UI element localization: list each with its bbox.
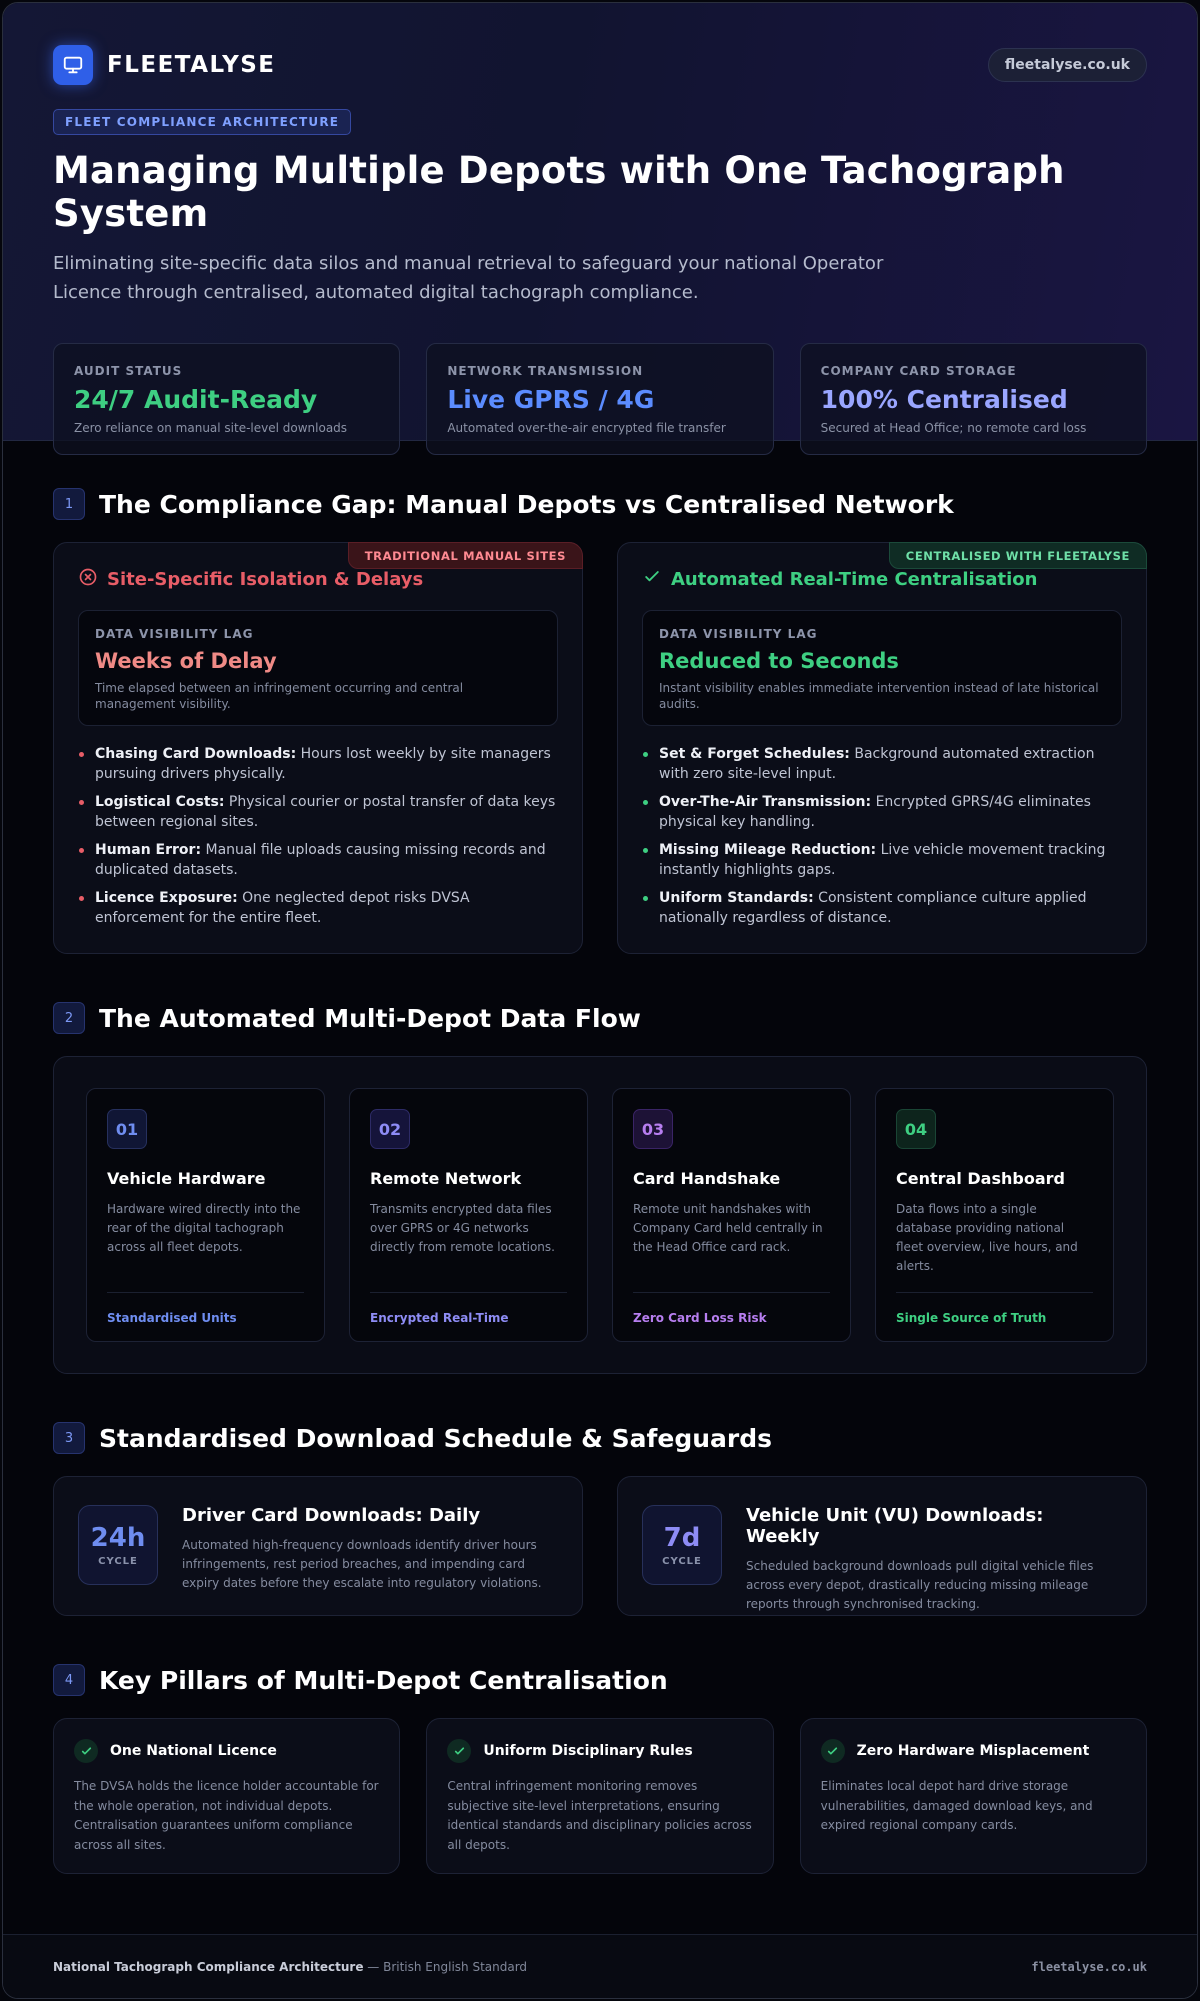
cycle-badge bbox=[642, 1505, 722, 1585]
list-item: Over-The-Air Transmission: Encrypted GPRS/4G eliminates physical key handling. bbox=[642, 792, 1122, 832]
section-number: 2 bbox=[53, 1002, 85, 1034]
flow-step-remote-network bbox=[349, 1088, 588, 1342]
lag-note: Time elapsed between an infringement occurring and central management visibility. bbox=[95, 681, 464, 711]
domain-link[interactable]: fleetalyse.co.uk bbox=[988, 48, 1147, 82]
list-item: Chasing Card Downloads: Hours lost weekly by site managers pursuing drivers physically. bbox=[78, 744, 558, 784]
step-number: 02 bbox=[370, 1109, 410, 1149]
lag-value: Weeks of Delay bbox=[95, 649, 277, 673]
manual-lag-box bbox=[78, 610, 558, 726]
cycle-badge bbox=[78, 1505, 158, 1585]
stat-label: COMPANY CARD STORAGE bbox=[820, 364, 1017, 378]
schedule-title: Vehicle Unit (VU) Downloads: Weekly bbox=[746, 1505, 1044, 1547]
footer-left bbox=[53, 1960, 527, 1974]
stat-note: Automated over-the-air encrypted file transfer bbox=[447, 421, 726, 435]
step-footer: Encrypted Real-Time bbox=[370, 1311, 509, 1325]
stat-card-network bbox=[426, 343, 773, 455]
lag-label: DATA VISIBILITY LAG bbox=[659, 627, 818, 641]
footer-title: National Tachograph Compliance Architecture bbox=[53, 1959, 364, 1974]
page-frame bbox=[2, 2, 1198, 1999]
schedule-row bbox=[53, 1476, 1147, 1616]
lag-label: DATA VISIBILITY LAG bbox=[95, 627, 254, 641]
divider bbox=[896, 1292, 1093, 1293]
manual-title: Site-Specific Isolation & Delays bbox=[107, 569, 424, 590]
flow-step-central-dashboard bbox=[875, 1088, 1114, 1342]
brand-name: FLEETALYSE bbox=[107, 52, 276, 78]
pillar-title: Zero Hardware Misplacement bbox=[856, 1743, 1090, 1759]
lag-value: Reduced to Seconds bbox=[659, 649, 899, 673]
step-number: 03 bbox=[633, 1109, 673, 1149]
central-lag-box bbox=[642, 610, 1122, 726]
stat-card-storage bbox=[800, 343, 1147, 455]
pillar-title: Uniform Disciplinary Rules bbox=[483, 1743, 693, 1759]
section-header-key-pillars bbox=[53, 1664, 1147, 1696]
step-desc: Remote unit handshakes with Company Card held centrally in the Head Office card rack. bbox=[633, 1202, 823, 1254]
step-desc: Hardware wired directly into the rear of the digital tachograph across all fleet depots. bbox=[107, 1202, 301, 1254]
check-icon bbox=[821, 1739, 845, 1763]
list-item: Set & Forget Schedules: Background automated extraction with zero site-level input. bbox=[642, 744, 1122, 784]
pillar-desc: The DVSA holds the licence holder accountable for the whole operation, not individual depots. Centralisation guarantees uniform compliance across all sites. bbox=[74, 1779, 379, 1852]
section-number: 1 bbox=[53, 488, 85, 520]
check-icon bbox=[74, 1739, 98, 1763]
hero-tag: FLEET COMPLIANCE ARCHITECTURE bbox=[53, 109, 351, 135]
monitor-icon bbox=[53, 45, 93, 85]
pillar-header bbox=[821, 1739, 1126, 1763]
schedule-text bbox=[746, 1505, 1122, 1611]
stat-value: Live GPRS / 4G bbox=[447, 385, 655, 414]
pillar-header bbox=[74, 1739, 379, 1763]
cycle-value: 24h bbox=[90, 1523, 146, 1553]
page-title: Managing Multiple Depots with One Tachograph System bbox=[53, 149, 1065, 235]
step-footer: Standardised Units bbox=[107, 1311, 237, 1325]
stat-note: Secured at Head Office; no remote card loss bbox=[820, 421, 1087, 435]
pillar-card-uniform-rules bbox=[426, 1718, 773, 1874]
x-circle-icon bbox=[78, 567, 98, 592]
hero-section bbox=[3, 3, 1197, 441]
list-item: Licence Exposure: One neglected depot risks DVSA enforcement for the entire fleet. bbox=[78, 888, 558, 928]
section-title: Standardised Download Schedule & Safeguards bbox=[99, 1423, 773, 1453]
manual-title-row bbox=[78, 567, 558, 592]
central-bullet-list bbox=[642, 744, 1122, 928]
central-title-row bbox=[642, 567, 1122, 592]
centralised-card bbox=[617, 542, 1147, 954]
section-title: The Automated Multi-Depot Data Flow bbox=[99, 1003, 641, 1033]
footer-subtitle: — British English Standard bbox=[363, 1959, 528, 1974]
list-item: Uniform Standards: Consistent compliance culture applied nationally regardless of distance. bbox=[642, 888, 1122, 928]
section-title: The Compliance Gap: Manual Depots vs Centralised Network bbox=[99, 489, 954, 519]
page-subtitle: Eliminating site-specific data silos and manual retrieval to safeguard your national Operator Licence through centralised, automated digital tachograph compliance. bbox=[53, 253, 884, 303]
step-footer: Single Source of Truth bbox=[896, 1311, 1047, 1325]
cycle-label: CYCLE bbox=[98, 1556, 138, 1567]
pillar-card-national-licence bbox=[53, 1718, 400, 1874]
manual-sites-card bbox=[53, 542, 583, 954]
list-item: Logistical Costs: Physical courier or postal transfer of data keys between regional sites. bbox=[78, 792, 558, 832]
cycle-value: 7d bbox=[663, 1523, 701, 1553]
schedule-text bbox=[182, 1505, 558, 1590]
stats-row bbox=[53, 343, 1147, 455]
footer bbox=[3, 1934, 1197, 1998]
check-icon bbox=[642, 567, 662, 592]
stat-note: Zero reliance on manual site-level downloads bbox=[74, 421, 348, 435]
step-title: Card Handshake bbox=[633, 1169, 781, 1188]
divider bbox=[370, 1292, 567, 1293]
comparison-row bbox=[53, 542, 1147, 954]
step-footer: Zero Card Loss Risk bbox=[633, 1311, 767, 1325]
manual-badge: TRADITIONAL MANUAL SITES bbox=[348, 542, 583, 569]
section-number: 4 bbox=[53, 1664, 85, 1696]
step-title: Remote Network bbox=[370, 1169, 522, 1188]
pillar-header bbox=[447, 1739, 752, 1763]
schedule-card-driver bbox=[53, 1476, 583, 1616]
manual-bullet-list bbox=[78, 744, 558, 928]
stat-value: 100% Centralised bbox=[820, 385, 1068, 414]
step-desc: Data flows into a single database providing national fleet overview, live hours, and alerts. bbox=[896, 1202, 1078, 1273]
main-content bbox=[3, 488, 1197, 1874]
central-title: Automated Real-Time Centralisation bbox=[671, 569, 1038, 590]
step-title: Vehicle Hardware bbox=[107, 1169, 266, 1188]
list-item: Human Error: Manual file uploads causing missing records and duplicated datasets. bbox=[78, 840, 558, 880]
flow-step-card-handshake bbox=[612, 1088, 851, 1342]
section-header-compliance-gap bbox=[53, 488, 1147, 520]
stat-value: 24/7 Audit-Ready bbox=[74, 385, 318, 414]
section-number: 3 bbox=[53, 1422, 85, 1454]
central-badge: CENTRALISED WITH FLEETALYSE bbox=[889, 542, 1147, 569]
step-number: 01 bbox=[107, 1109, 147, 1149]
schedule-desc: Automated high-frequency downloads identify driver hours infringements, rest period breaches, and impending card expiry dates before they escalate into regulatory violations. bbox=[182, 1538, 542, 1590]
divider bbox=[107, 1292, 304, 1293]
cycle-label: CYCLE bbox=[662, 1556, 702, 1567]
step-title: Central Dashboard bbox=[896, 1169, 1065, 1188]
pillars-row bbox=[53, 1718, 1147, 1874]
section-title: Key Pillars of Multi-Depot Centralisation bbox=[99, 1665, 668, 1695]
schedule-title: Driver Card Downloads: Daily bbox=[182, 1505, 481, 1526]
stat-label: NETWORK TRANSMISSION bbox=[447, 364, 644, 378]
section-header-data-flow bbox=[53, 1002, 1147, 1034]
pillar-card-hardware bbox=[800, 1718, 1147, 1874]
divider bbox=[633, 1292, 830, 1293]
section-header-download-schedule bbox=[53, 1422, 1147, 1454]
step-desc: Transmits encrypted data files over GPRS or 4G networks directly from remote locations. bbox=[370, 1202, 555, 1254]
stat-card-audit bbox=[53, 343, 400, 455]
pillar-title: One National Licence bbox=[110, 1743, 277, 1759]
footer-domain-link[interactable]: fleetalyse.co.uk bbox=[1031, 1959, 1147, 1974]
data-flow-panel bbox=[53, 1056, 1147, 1374]
stat-label: AUDIT STATUS bbox=[74, 364, 183, 378]
lag-note: Instant visibility enables immediate intervention instead of late historical audits. bbox=[659, 681, 1099, 711]
list-item: Missing Mileage Reduction: Live vehicle movement tracking instantly highlights gaps. bbox=[642, 840, 1122, 880]
step-number: 04 bbox=[896, 1109, 936, 1149]
check-icon bbox=[447, 1739, 471, 1763]
schedule-card-vehicle-unit bbox=[617, 1476, 1147, 1616]
schedule-desc: Scheduled background downloads pull digital vehicle files across every depot, drastically reducing missing mileage reports through synchronised tracking. bbox=[746, 1559, 1094, 1611]
pillar-desc: Central infringement monitoring removes subjective site-level interpretations, ensuring identical standards and disciplinary policies across all depots. bbox=[447, 1779, 752, 1852]
brand[interactable] bbox=[53, 45, 1147, 85]
flow-step-vehicle-hardware bbox=[86, 1088, 325, 1342]
pillar-desc: Eliminates local depot hard drive storage vulnerabilities, damaged download keys, and expired regional company cards. bbox=[820, 1779, 1093, 1832]
